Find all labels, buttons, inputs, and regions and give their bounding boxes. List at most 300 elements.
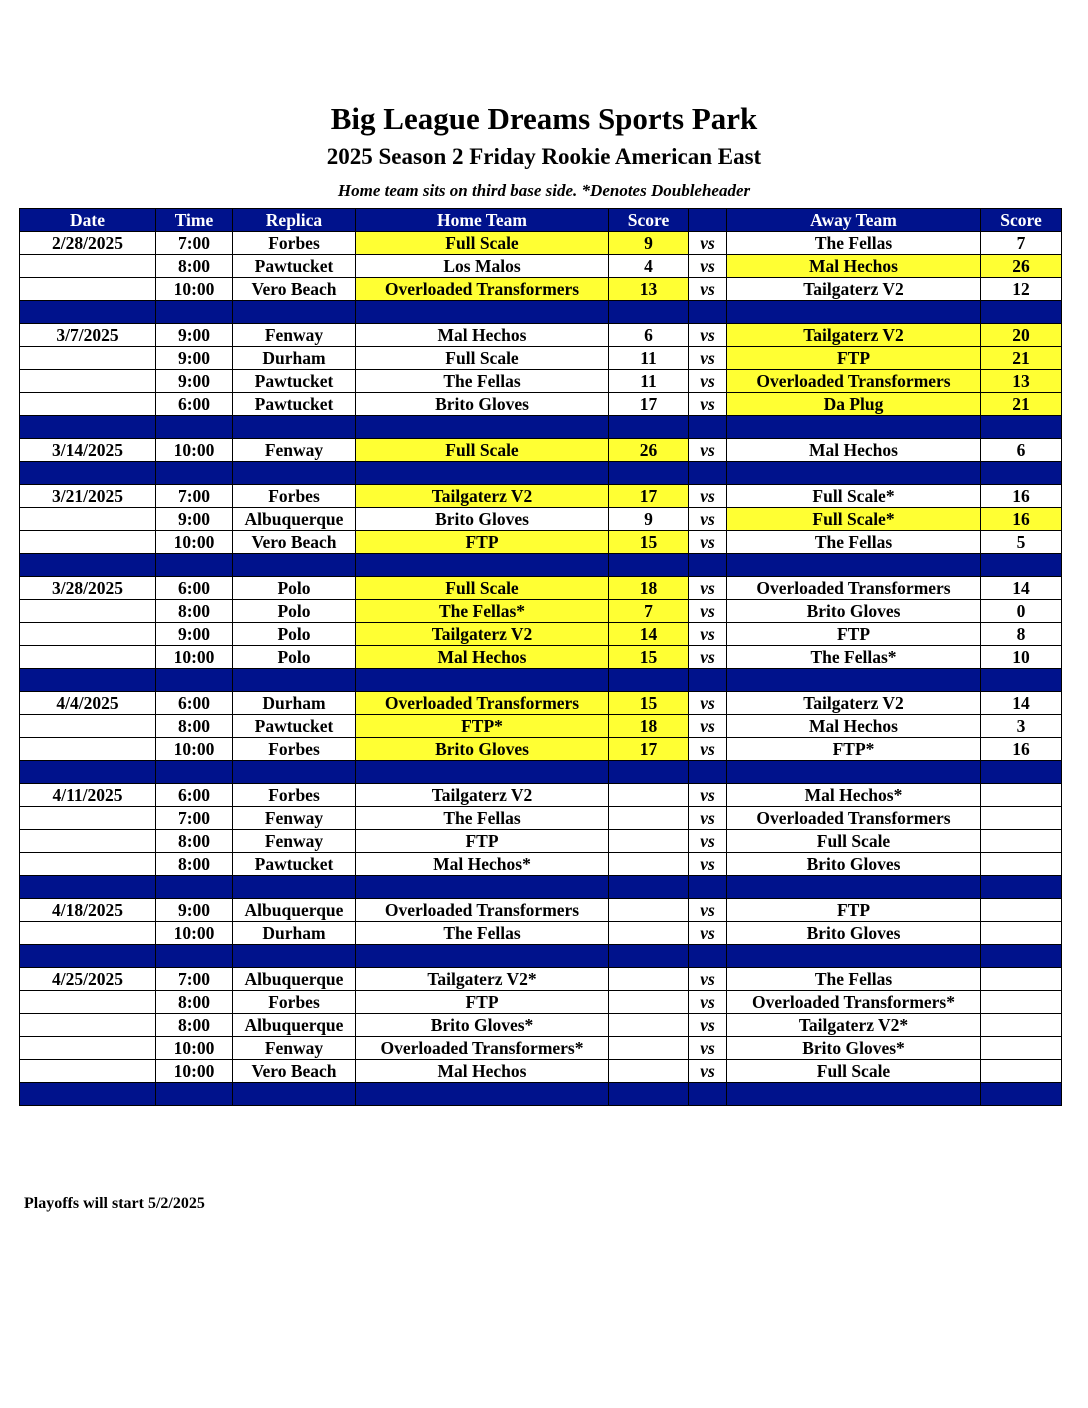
game-time: 6:00 — [156, 393, 233, 416]
game-time: 7:00 — [156, 485, 233, 508]
vs-label: vs — [689, 278, 727, 301]
separator-cell — [727, 876, 981, 899]
separator-cell — [156, 761, 233, 784]
away-score: 16 — [981, 485, 1062, 508]
game-time: 9:00 — [156, 347, 233, 370]
game-time: 8:00 — [156, 991, 233, 1014]
game-row — [20, 232, 1062, 255]
game-time: 10:00 — [156, 738, 233, 761]
separator-cell — [609, 462, 689, 485]
separator-cell — [981, 876, 1062, 899]
home-team: Brito Gloves — [356, 393, 609, 416]
separator-cell — [981, 554, 1062, 577]
game-time: 9:00 — [156, 899, 233, 922]
game-date: 4/11/2025 — [20, 784, 156, 807]
away-score: 14 — [981, 692, 1062, 715]
separator-cell — [356, 554, 609, 577]
week-separator-row — [20, 462, 1062, 485]
game-date — [20, 646, 156, 669]
game-row — [20, 830, 1062, 853]
home-team: Tailgaterz V2 — [356, 623, 609, 646]
home-team: Overloaded Transformers — [356, 692, 609, 715]
away-team: The Fellas* — [727, 646, 981, 669]
game-replica: Forbes — [233, 738, 356, 761]
vs-label: vs — [689, 899, 727, 922]
game-date: 4/4/2025 — [20, 692, 156, 715]
game-time: 8:00 — [156, 1014, 233, 1037]
separator-cell — [727, 669, 981, 692]
game-time: 7:00 — [156, 807, 233, 830]
home-score: 18 — [609, 577, 689, 600]
away-score — [981, 1060, 1062, 1083]
game-date: 3/21/2025 — [20, 485, 156, 508]
page-subtitle: 2025 Season 2 Friday Rookie American East — [326, 144, 762, 169]
away-team: Overloaded Transformers — [727, 370, 981, 393]
game-time: 10:00 — [156, 1037, 233, 1060]
game-date: 3/14/2025 — [20, 439, 156, 462]
away-team: Full Scale — [727, 1060, 981, 1083]
away-team: The Fellas — [727, 232, 981, 255]
vs-label: vs — [689, 807, 727, 830]
game-row — [20, 508, 1062, 531]
game-time: 6:00 — [156, 784, 233, 807]
vs-label: vs — [689, 1037, 727, 1060]
game-replica: Fenway — [233, 807, 356, 830]
away-team: Tailgaterz V2* — [727, 1014, 981, 1037]
away-score: 12 — [981, 278, 1062, 301]
game-row — [20, 692, 1062, 715]
away-team: Brito Gloves — [727, 853, 981, 876]
separator-cell — [727, 416, 981, 439]
home-team: Overloaded Transformers* — [356, 1037, 609, 1060]
separator-cell — [981, 945, 1062, 968]
home-score: 7 — [609, 600, 689, 623]
game-time: 7:00 — [156, 968, 233, 991]
home-team: Mal Hechos — [356, 324, 609, 347]
vs-label: vs — [689, 1060, 727, 1083]
game-time: 10:00 — [156, 922, 233, 945]
away-team: Mal Hechos — [727, 439, 981, 462]
game-replica: Forbes — [233, 991, 356, 1014]
week-separator-row — [20, 876, 1062, 899]
home-score: 13 — [609, 278, 689, 301]
away-team: Mal Hechos — [727, 715, 981, 738]
game-row — [20, 324, 1062, 347]
game-date — [20, 531, 156, 554]
away-score: 6 — [981, 439, 1062, 462]
separator-cell — [233, 761, 356, 784]
away-score: 16 — [981, 738, 1062, 761]
away-score: 20 — [981, 324, 1062, 347]
game-replica: Polo — [233, 577, 356, 600]
game-replica: Forbes — [233, 485, 356, 508]
separator-cell — [156, 416, 233, 439]
game-row — [20, 531, 1062, 554]
away-team: FTP* — [727, 738, 981, 761]
game-row — [20, 577, 1062, 600]
separator-cell — [609, 876, 689, 899]
vs-label: vs — [689, 968, 727, 991]
separator-cell — [156, 945, 233, 968]
home-score: 11 — [609, 370, 689, 393]
away-team: Full Scale* — [727, 508, 981, 531]
separator-cell — [356, 301, 609, 324]
game-row — [20, 922, 1062, 945]
game-time: 10:00 — [156, 646, 233, 669]
home-team: Overloaded Transformers — [356, 278, 609, 301]
separator-cell — [356, 462, 609, 485]
away-team: FTP — [727, 347, 981, 370]
game-time: 10:00 — [156, 439, 233, 462]
col-header-date: Date — [20, 209, 156, 232]
vs-label: vs — [689, 1014, 727, 1037]
home-score — [609, 1014, 689, 1037]
game-date — [20, 922, 156, 945]
game-time: 9:00 — [156, 370, 233, 393]
game-date — [20, 715, 156, 738]
away-team: Overloaded Transformers — [727, 577, 981, 600]
home-score: 17 — [609, 393, 689, 416]
away-score: 21 — [981, 393, 1062, 416]
game-date — [20, 830, 156, 853]
away-team: Tailgaterz V2 — [727, 324, 981, 347]
separator-cell — [689, 301, 727, 324]
vs-label: vs — [689, 784, 727, 807]
col-header-away-team: Away Team — [727, 209, 981, 232]
game-time: 10:00 — [156, 278, 233, 301]
game-date — [20, 1037, 156, 1060]
home-team: Overloaded Transformers — [356, 899, 609, 922]
col-header-away-score: Score — [981, 209, 1062, 232]
game-replica: Polo — [233, 646, 356, 669]
away-score: 21 — [981, 347, 1062, 370]
home-score — [609, 853, 689, 876]
separator-cell — [156, 876, 233, 899]
game-date — [20, 991, 156, 1014]
game-date: 3/28/2025 — [20, 577, 156, 600]
vs-label: vs — [689, 646, 727, 669]
separator-cell — [689, 416, 727, 439]
separator-cell — [20, 876, 156, 899]
separator-cell — [689, 669, 727, 692]
separator-cell — [20, 416, 156, 439]
home-score: 11 — [609, 347, 689, 370]
home-score: 14 — [609, 623, 689, 646]
away-team: The Fellas — [727, 968, 981, 991]
game-row — [20, 646, 1062, 669]
schedule-table — [19, 208, 1062, 1106]
home-score: 9 — [609, 232, 689, 255]
separator-cell — [689, 1083, 727, 1106]
home-score: 15 — [609, 692, 689, 715]
separator-cell — [233, 301, 356, 324]
home-team: The Fellas* — [356, 600, 609, 623]
separator-cell — [609, 416, 689, 439]
home-team: The Fellas — [356, 807, 609, 830]
game-time: 8:00 — [156, 255, 233, 278]
home-team: Brito Gloves — [356, 738, 609, 761]
col-header-vs — [689, 209, 727, 232]
game-date — [20, 278, 156, 301]
game-time: 6:00 — [156, 577, 233, 600]
game-row — [20, 968, 1062, 991]
separator-cell — [689, 945, 727, 968]
away-team: Overloaded Transformers* — [727, 991, 981, 1014]
away-score: 5 — [981, 531, 1062, 554]
game-date — [20, 1060, 156, 1083]
away-team: Tailgaterz V2 — [727, 692, 981, 715]
separator-cell — [609, 669, 689, 692]
separator-cell — [156, 669, 233, 692]
game-row — [20, 439, 1062, 462]
game-date — [20, 600, 156, 623]
vs-label: vs — [689, 347, 727, 370]
away-score — [981, 784, 1062, 807]
vs-label: vs — [689, 853, 727, 876]
home-score: 18 — [609, 715, 689, 738]
game-row — [20, 1014, 1062, 1037]
away-team: The Fellas — [727, 531, 981, 554]
home-score: 4 — [609, 255, 689, 278]
game-replica: Durham — [233, 922, 356, 945]
home-team: The Fellas — [356, 370, 609, 393]
separator-cell — [981, 669, 1062, 692]
away-score: 10 — [981, 646, 1062, 669]
home-team: The Fellas — [356, 922, 609, 945]
separator-cell — [609, 1083, 689, 1106]
vs-label: vs — [689, 324, 727, 347]
home-score — [609, 968, 689, 991]
separator-cell — [356, 1083, 609, 1106]
playoffs-note: Playoffs will start 5/2/2025 — [24, 1195, 205, 1212]
vs-label: vs — [689, 255, 727, 278]
game-date — [20, 508, 156, 531]
game-date — [20, 623, 156, 646]
game-replica: Albuquerque — [233, 1014, 356, 1037]
separator-cell — [156, 1083, 233, 1106]
home-team: Tailgaterz V2 — [356, 485, 609, 508]
away-score: 26 — [981, 255, 1062, 278]
game-replica: Fenway — [233, 830, 356, 853]
separator-cell — [233, 554, 356, 577]
vs-label: vs — [689, 830, 727, 853]
vs-label: vs — [689, 485, 727, 508]
separator-cell — [609, 945, 689, 968]
week-separator-row — [20, 416, 1062, 439]
game-row — [20, 600, 1062, 623]
separator-cell — [981, 416, 1062, 439]
home-team: Full Scale — [356, 347, 609, 370]
home-score — [609, 1037, 689, 1060]
home-team: FTP* — [356, 715, 609, 738]
separator-cell — [20, 945, 156, 968]
game-date — [20, 255, 156, 278]
away-score: 3 — [981, 715, 1062, 738]
home-team: Mal Hechos — [356, 1060, 609, 1083]
separator-cell — [356, 876, 609, 899]
separator-cell — [981, 761, 1062, 784]
col-header-home-score: Score — [609, 209, 689, 232]
separator-cell — [233, 876, 356, 899]
game-time: 9:00 — [156, 508, 233, 531]
game-row — [20, 1060, 1062, 1083]
game-replica: Pawtucket — [233, 715, 356, 738]
separator-cell — [689, 554, 727, 577]
game-date — [20, 393, 156, 416]
home-score: 15 — [609, 646, 689, 669]
game-replica: Fenway — [233, 439, 356, 462]
away-score — [981, 968, 1062, 991]
away-team: Overloaded Transformers — [727, 807, 981, 830]
game-replica: Vero Beach — [233, 531, 356, 554]
separator-cell — [727, 301, 981, 324]
vs-label: vs — [689, 715, 727, 738]
game-replica: Pawtucket — [233, 393, 356, 416]
separator-cell — [727, 462, 981, 485]
schedule-body — [20, 232, 1062, 1106]
away-team: Mal Hechos — [727, 255, 981, 278]
game-time: 8:00 — [156, 830, 233, 853]
week-separator-row — [20, 1083, 1062, 1106]
home-score — [609, 899, 689, 922]
separator-cell — [233, 416, 356, 439]
game-replica: Vero Beach — [233, 278, 356, 301]
home-team: FTP — [356, 991, 609, 1014]
vs-label: vs — [689, 370, 727, 393]
away-score — [981, 830, 1062, 853]
game-row — [20, 784, 1062, 807]
game-replica: Pawtucket — [233, 370, 356, 393]
home-team: Brito Gloves* — [356, 1014, 609, 1037]
separator-cell — [20, 462, 156, 485]
header-row — [20, 209, 1062, 232]
away-score: 16 — [981, 508, 1062, 531]
game-replica: Polo — [233, 623, 356, 646]
away-team: FTP — [727, 623, 981, 646]
game-date — [20, 853, 156, 876]
separator-cell — [689, 761, 727, 784]
vs-label: vs — [689, 600, 727, 623]
vs-label: vs — [689, 531, 727, 554]
away-score — [981, 853, 1062, 876]
home-team: Full Scale — [356, 232, 609, 255]
game-date — [20, 807, 156, 830]
game-time: 7:00 — [156, 232, 233, 255]
separator-cell — [609, 301, 689, 324]
game-date — [20, 347, 156, 370]
separator-cell — [689, 462, 727, 485]
game-replica: Albuquerque — [233, 508, 356, 531]
home-score: 6 — [609, 324, 689, 347]
game-row — [20, 853, 1062, 876]
vs-label: vs — [689, 922, 727, 945]
separator-cell — [156, 554, 233, 577]
vs-label: vs — [689, 738, 727, 761]
home-team: Full Scale — [356, 577, 609, 600]
vs-label: vs — [689, 692, 727, 715]
separator-cell — [356, 761, 609, 784]
col-header-replica: Replica — [233, 209, 356, 232]
home-team: Brito Gloves — [356, 508, 609, 531]
away-team: Da Plug — [727, 393, 981, 416]
home-score — [609, 991, 689, 1014]
away-score — [981, 991, 1062, 1014]
col-header-time: Time — [156, 209, 233, 232]
home-score: 26 — [609, 439, 689, 462]
away-team: Tailgaterz V2 — [727, 278, 981, 301]
game-replica: Fenway — [233, 324, 356, 347]
home-score — [609, 784, 689, 807]
game-row — [20, 347, 1062, 370]
home-score: 17 — [609, 738, 689, 761]
separator-cell — [727, 945, 981, 968]
away-team: Mal Hechos* — [727, 784, 981, 807]
separator-cell — [233, 462, 356, 485]
page-title: Big League Dreams Sports Park — [330, 101, 758, 136]
game-row — [20, 278, 1062, 301]
game-replica: Durham — [233, 692, 356, 715]
home-team: FTP — [356, 531, 609, 554]
separator-cell — [156, 301, 233, 324]
vs-label: vs — [689, 991, 727, 1014]
separator-cell — [609, 761, 689, 784]
game-row — [20, 807, 1062, 830]
game-date — [20, 738, 156, 761]
game-replica: Pawtucket — [233, 853, 356, 876]
separator-cell — [609, 554, 689, 577]
separator-cell — [689, 876, 727, 899]
home-score: 17 — [609, 485, 689, 508]
home-score — [609, 1060, 689, 1083]
separator-cell — [981, 301, 1062, 324]
away-team: Brito Gloves — [727, 600, 981, 623]
separator-cell — [356, 945, 609, 968]
home-score — [609, 830, 689, 853]
away-score — [981, 1037, 1062, 1060]
game-time: 10:00 — [156, 1060, 233, 1083]
vs-label: vs — [689, 623, 727, 646]
home-team: Tailgaterz V2* — [356, 968, 609, 991]
home-score — [609, 807, 689, 830]
game-replica: Fenway — [233, 1037, 356, 1060]
home-score: 9 — [609, 508, 689, 531]
vs-label: vs — [689, 232, 727, 255]
game-date: 4/18/2025 — [20, 899, 156, 922]
game-row — [20, 370, 1062, 393]
separator-cell — [356, 416, 609, 439]
game-date — [20, 1014, 156, 1037]
game-row — [20, 623, 1062, 646]
separator-cell — [233, 945, 356, 968]
away-score: 7 — [981, 232, 1062, 255]
away-score: 13 — [981, 370, 1062, 393]
separator-cell — [233, 1083, 356, 1106]
game-replica: Durham — [233, 347, 356, 370]
separator-cell — [727, 1083, 981, 1106]
game-replica: Forbes — [233, 784, 356, 807]
away-score — [981, 922, 1062, 945]
separator-cell — [727, 554, 981, 577]
home-team: Tailgaterz V2 — [356, 784, 609, 807]
separator-cell — [727, 761, 981, 784]
away-team: Full Scale* — [727, 485, 981, 508]
away-score: 0 — [981, 600, 1062, 623]
home-team: FTP — [356, 830, 609, 853]
week-separator-row — [20, 761, 1062, 784]
away-score — [981, 807, 1062, 830]
home-score — [609, 922, 689, 945]
week-separator-row — [20, 301, 1062, 324]
